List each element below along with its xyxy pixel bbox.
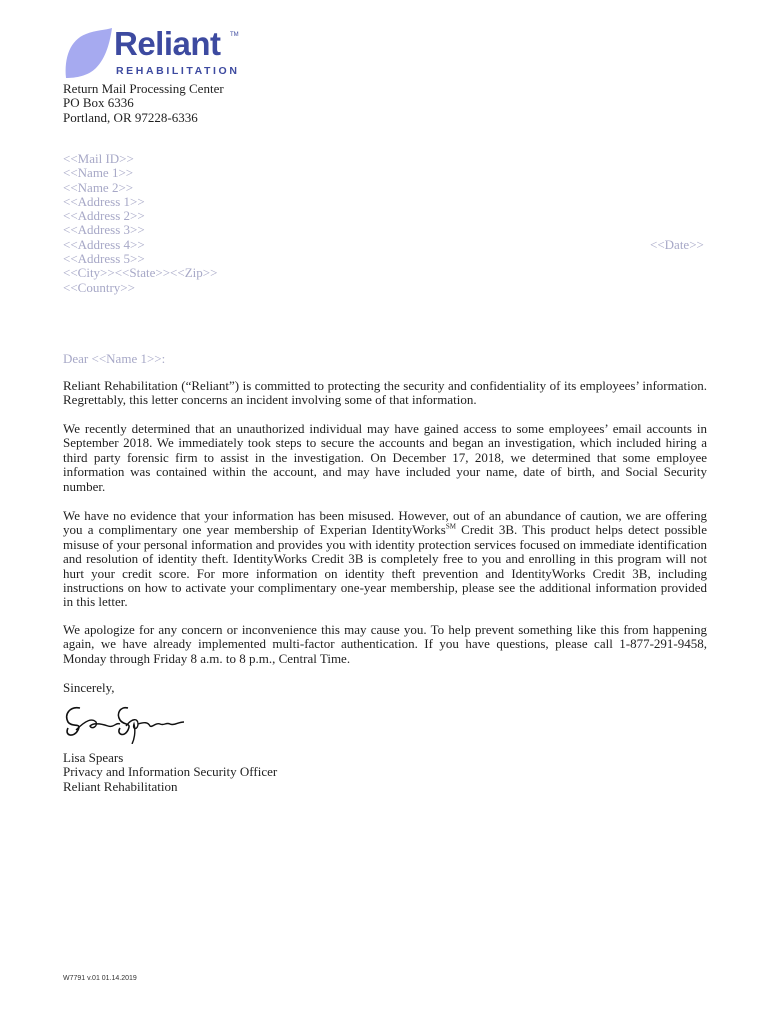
logo-trademark: TM [230, 32, 239, 38]
merge-field-name-2: <<Name 2>> [63, 179, 134, 195]
handwritten-signature [62, 700, 187, 744]
return-address-line: PO Box 6336 [63, 95, 134, 111]
merge-field-address-2: <<Address 2>> [63, 208, 145, 224]
return-address-line: Return Mail Processing Center [63, 81, 224, 96]
merge-field-address-1: <<Address 1>> [63, 193, 145, 209]
return-address [63, 82, 224, 125]
body-paragraph-4: We apologize for any concern or inconvenience this may cause you. To help prevent something like this from happening again, we have already implemented multi-factor authentication. If you have questions, please call 1-877-291-9458, Monday through Friday 8 a.m. to 8 p.m., Central Time. [63, 622, 707, 666]
merge-field-address-5: <<Address 5>> [63, 251, 145, 267]
signer-company: Reliant Rehabilitation [63, 778, 178, 794]
paragraph-3-text-start: We have no evidence that your information has been misused. However, out of an abundance of caution, we are offering you a complimentary one year membership of Experian IdentityWorks [63, 508, 707, 538]
logo-subtitle: REHABILITATION [116, 65, 240, 77]
leaf-logo-icon [62, 28, 114, 80]
body-paragraph-1: Reliant Rehabilitation (“Reliant”) is committed to protecting the security and confidentiality of its employees’ information. Regrettably, this letter concerns an incident involving some of that information. [63, 378, 707, 408]
service-mark-superscript: SM [445, 523, 456, 532]
merge-field-city-state-zip: <<City>><<State>><<Zip>> [63, 265, 218, 281]
merge-field-name-1: <<Name 1>> [63, 165, 134, 181]
salutation: Dear <<Name 1>>: [63, 351, 166, 366]
recipient-address-block [63, 152, 217, 295]
merge-field-address-3: <<Address 3>> [63, 222, 145, 238]
paragraph-3-text-end: Credit 3B. This product helps detect possible misuse of your personal information and provides you with identity protection services focused on immediate identification and resolution of identity theft. IdentityWorks Credit 3B is completely free to you and enrolling in this program will not hurt your credit score. For more information on identity theft prevention and IdentityWorks Credit 3B, including instructions on how to activate your complimentary one-year membership, please see the additional information provided in this letter. [63, 522, 707, 610]
signer-name: Lisa Spears [63, 750, 124, 765]
merge-field-address-4: <<Address 4>> [63, 236, 145, 252]
body-paragraph-2: We recently determined that an unauthorized individual may have gained access to some employees’ email accounts in September 2018. We immediately took steps to secure the accounts and began an investigation, which included hiring a third party forensic firm to assist in the investigation. On December 17, 2018, we determined that some employee information was contained within the account, and may have included your name, date of birth, and Social Security number. [63, 421, 707, 494]
signer-title: Privacy and Information Security Officer [63, 764, 278, 780]
signer-block [63, 751, 277, 794]
return-address-line: Portland, OR 97228-6336 [63, 109, 198, 125]
merge-field-date: <<Date>> [650, 237, 704, 252]
footer-code: W7791 v.01 01.14.2019 [63, 975, 137, 982]
closing: Sincerely, [63, 680, 115, 695]
logo-wordmark: Reliant [114, 25, 221, 62]
body-paragraph-3 [63, 509, 707, 610]
merge-field-mail-id: <<Mail ID>> [63, 151, 134, 166]
company-logo [62, 26, 242, 80]
merge-field-country: <<Country>> [63, 279, 135, 295]
